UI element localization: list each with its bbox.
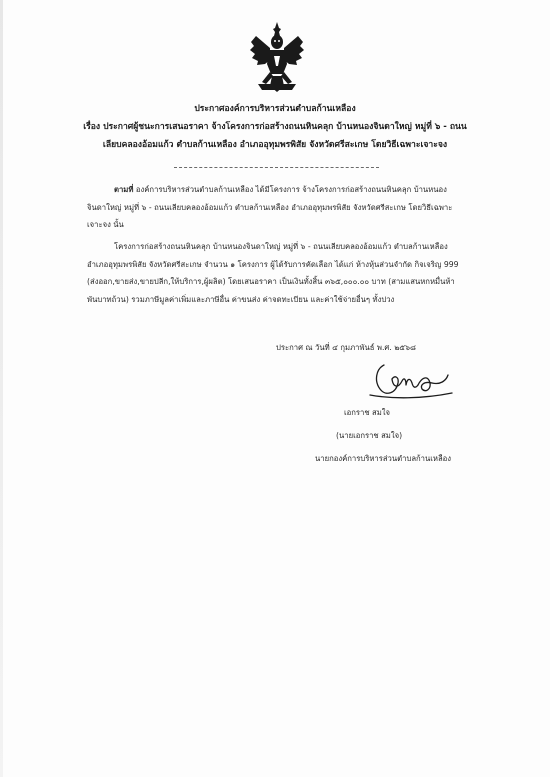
paragraph-2-line-4: พันบาทถ้วน) รวมภาษีมูลค่าเพิ่มและภาษีอื่น ค่าขนส่ง ค่าจดทะเบียน และค่าใช้จ่ายอื่นๆ ทั้งปวง — [87, 294, 395, 304]
dashed-divider — [174, 167, 379, 168]
paragraph-1-line-1-text: องค์การบริหารส่วนตำบลก้านเหลือง ได้มีโครงการ จ้างโครงการก่อสร้างถนนหินคลุก บ้านหนอง — [133, 185, 447, 194]
garuda-emblem-icon — [248, 20, 306, 96]
signer-position: นายกองค์การบริหารส่วนตำบลก้านเหลือง — [315, 454, 452, 463]
paragraph-background — [87, 181, 492, 234]
paragraph-2-line-1: โครงการก่อสร้างถนนหินคลุก บ้านหนองจินดาใหญ่ หมู่ที่ ๖ - ถนนเลียบคลองอ้อมแก้ว ตำบลก้านเหลือง — [114, 242, 448, 251]
subject-line-1: เรื่อง ประกาศผู้ชนะการเสนอราคา จ้างโครงการก่อสร้างถนนหินคลุก บ้านหนองจินดาใหญ่ หมู่ที่ ๖ - ถนน — [83, 122, 467, 132]
signer-name: เอกราช สมใจ — [344, 408, 391, 417]
paragraph-2-line-2: อำเภออุทุมพรพิสัย จังหวัดศรีสะเกษ จำนวน ๑ โครงการ ผู้ได้รับการคัดเลือก ได้แก่ ห้างหุ้นส่วนจำกัด กิจเจริญ 999 — [87, 259, 459, 269]
announcement-date: ประกาศ ณ วันที่ ๔ กุมภาพันธ์ พ.ศ. ๒๕๖๘ — [276, 343, 416, 352]
subject-line-2: เลียบคลองอ้อมแก้ว ตำบลก้านเหลือง อำเภออุทุมพรพิสัย จังหวัดศรีสะเกษ โดยวิธีเฉพาะเจาะจง — [102, 140, 448, 150]
paragraph-2-line-3: (ส่งออก,ขายส่ง,ขายปลีก,ให้บริการ,ผู้ผลิต) โดยเสนอราคา เป็นเงินทั้งสิ้น ๓๖๕,๐๐๐.๐๐ บาท (สามแสนหกหมื่นห้า — [87, 277, 455, 286]
organization-heading: ประกาศองค์การบริหารส่วนตำบลก้านเหลือง — [194, 104, 356, 114]
paragraph-award — [87, 238, 492, 308]
paragraph-1-line-1 — [87, 181, 492, 199]
paragraph-1-line-3: เจาะจง นั้น — [87, 220, 124, 229]
paragraph-1-lead: ตามที่ — [114, 185, 134, 194]
announcement-title — [40, 100, 510, 154]
signer-full-name: (นายเอกราช สมใจ) — [336, 431, 403, 440]
paragraph-1-line-2: จินดาใหญ่ หมู่ที่ ๖ - ถนนเลียบคลองอ้อมแก้ว ตำบลก้านเหลือง อำเภออุทุมพรพิสัย จังหวัดศรีสะเกษ โดยวิธีเฉพาะ — [87, 202, 453, 212]
handwritten-signature — [362, 355, 462, 403]
